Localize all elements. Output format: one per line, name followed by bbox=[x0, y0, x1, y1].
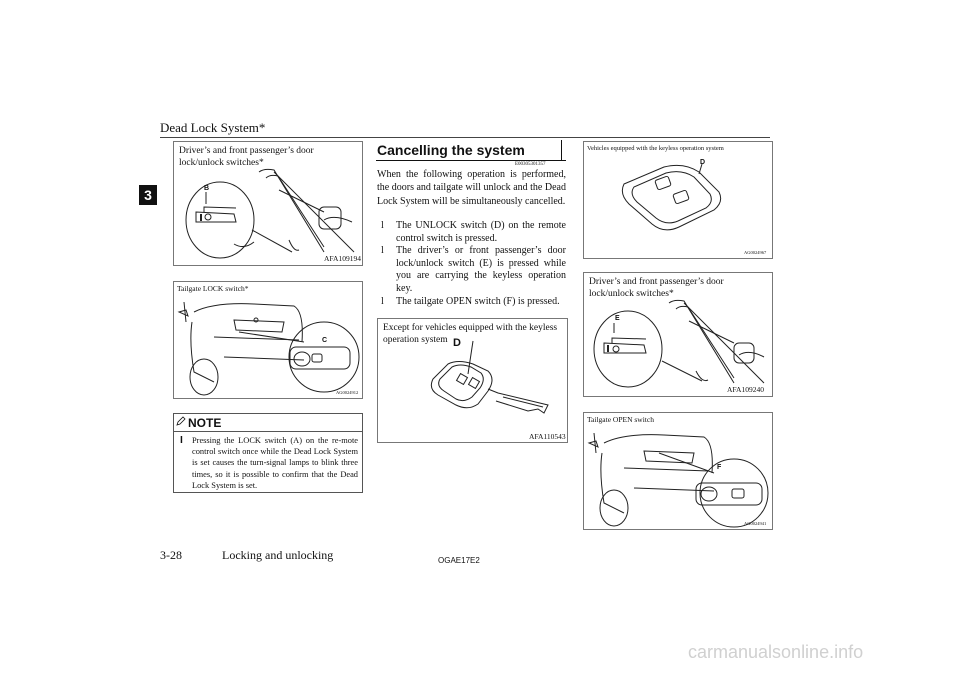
footer-section: Locking and unlocking bbox=[222, 548, 334, 562]
section-title-rule-vertical bbox=[561, 140, 562, 160]
figure-caption: Driver’s and front passenger’s door lock/unlock switches* bbox=[589, 277, 724, 299]
callout-label: D bbox=[453, 337, 461, 349]
footer-code: OGAE17E2 bbox=[438, 556, 480, 565]
figure-code: AG0024912 bbox=[336, 390, 359, 395]
chapter-tab: 3 bbox=[139, 185, 157, 205]
bullet-text: The tailgate OPEN switch (F) is pressed. bbox=[396, 295, 560, 307]
figure-door-switch-lock bbox=[173, 141, 363, 266]
figure-caption: Driver’s and front passenger’s door lock/unlock switches* bbox=[179, 146, 314, 168]
keyless-remote-illustration bbox=[584, 142, 772, 258]
list-item bbox=[377, 245, 566, 295]
figure-code: AFA109194 bbox=[324, 254, 361, 263]
figure-remote-key bbox=[377, 318, 568, 443]
figure-code: AFA110543 bbox=[529, 432, 566, 441]
note-pencil-icon bbox=[176, 416, 186, 426]
section-intro: When the following operation is performed, the doors and tailgate will unlock and the Dead Lock System will be simultaneously cancelled. bbox=[377, 169, 566, 207]
figure-caption: Tailgate OPEN switch bbox=[587, 415, 654, 424]
callout-label: E bbox=[615, 315, 620, 322]
figure-tailgate-open bbox=[583, 412, 773, 530]
bullet-glyph: l bbox=[381, 295, 384, 307]
note-divider bbox=[174, 431, 362, 432]
bullet-glyph: l bbox=[180, 435, 183, 445]
figure-code: AFA109240 bbox=[727, 385, 764, 394]
figure-caption: Vehicles equipped with the keyless operation system bbox=[587, 145, 724, 152]
callout-label: F bbox=[717, 464, 722, 471]
figure-code: AG0024967 bbox=[744, 250, 767, 255]
section-bullet-list bbox=[377, 220, 566, 308]
note-text bbox=[180, 435, 358, 491]
callout-label: C bbox=[322, 337, 328, 344]
figure-door-switch-unlock bbox=[583, 272, 773, 397]
note-body: Pressing the LOCK switch (A) on the re-mote control switch once while the Dead Lock System is set causes the turn-signal lamps to blink three times, so it is possible to confirm that the Dead Lock System is set. bbox=[192, 436, 358, 490]
figure-tailgate-lock bbox=[173, 281, 363, 399]
callout-label: D bbox=[700, 159, 706, 166]
bullet-glyph: l bbox=[381, 245, 384, 257]
page-header-title: Dead Lock System* bbox=[160, 120, 266, 135]
tailgate-illustration bbox=[174, 282, 362, 398]
section-title: Cancelling the system bbox=[377, 142, 525, 158]
figure-caption: Except for vehicles equipped with the keyless operation system bbox=[383, 323, 558, 345]
callout-label: B bbox=[204, 185, 210, 192]
list-item bbox=[377, 220, 566, 245]
bullet-text: The driver’s or front passenger’s door lock/unlock switch (E) is pressed while you are carrying the keyless operation key. bbox=[396, 245, 566, 294]
header-rule bbox=[160, 137, 770, 138]
note-badge: NOTE bbox=[188, 416, 222, 430]
list-item bbox=[377, 296, 566, 309]
tailgate-illustration bbox=[584, 413, 772, 529]
bullet-glyph: l bbox=[381, 220, 384, 231]
figure-code: AG0024941 bbox=[744, 521, 767, 526]
section-title-rule bbox=[376, 160, 566, 161]
note-box bbox=[173, 413, 363, 493]
page-number: 3-28 bbox=[160, 548, 182, 562]
figure-caption: Tailgate LOCK switch* bbox=[177, 284, 249, 293]
watermark: carmanualsonline.info bbox=[688, 642, 864, 662]
figure-keyless-remote bbox=[583, 141, 773, 259]
bullet-text: The UNLOCK switch (D) on the remote control switch is pressed. bbox=[396, 220, 566, 244]
section-code: E00305301357 bbox=[515, 162, 546, 167]
